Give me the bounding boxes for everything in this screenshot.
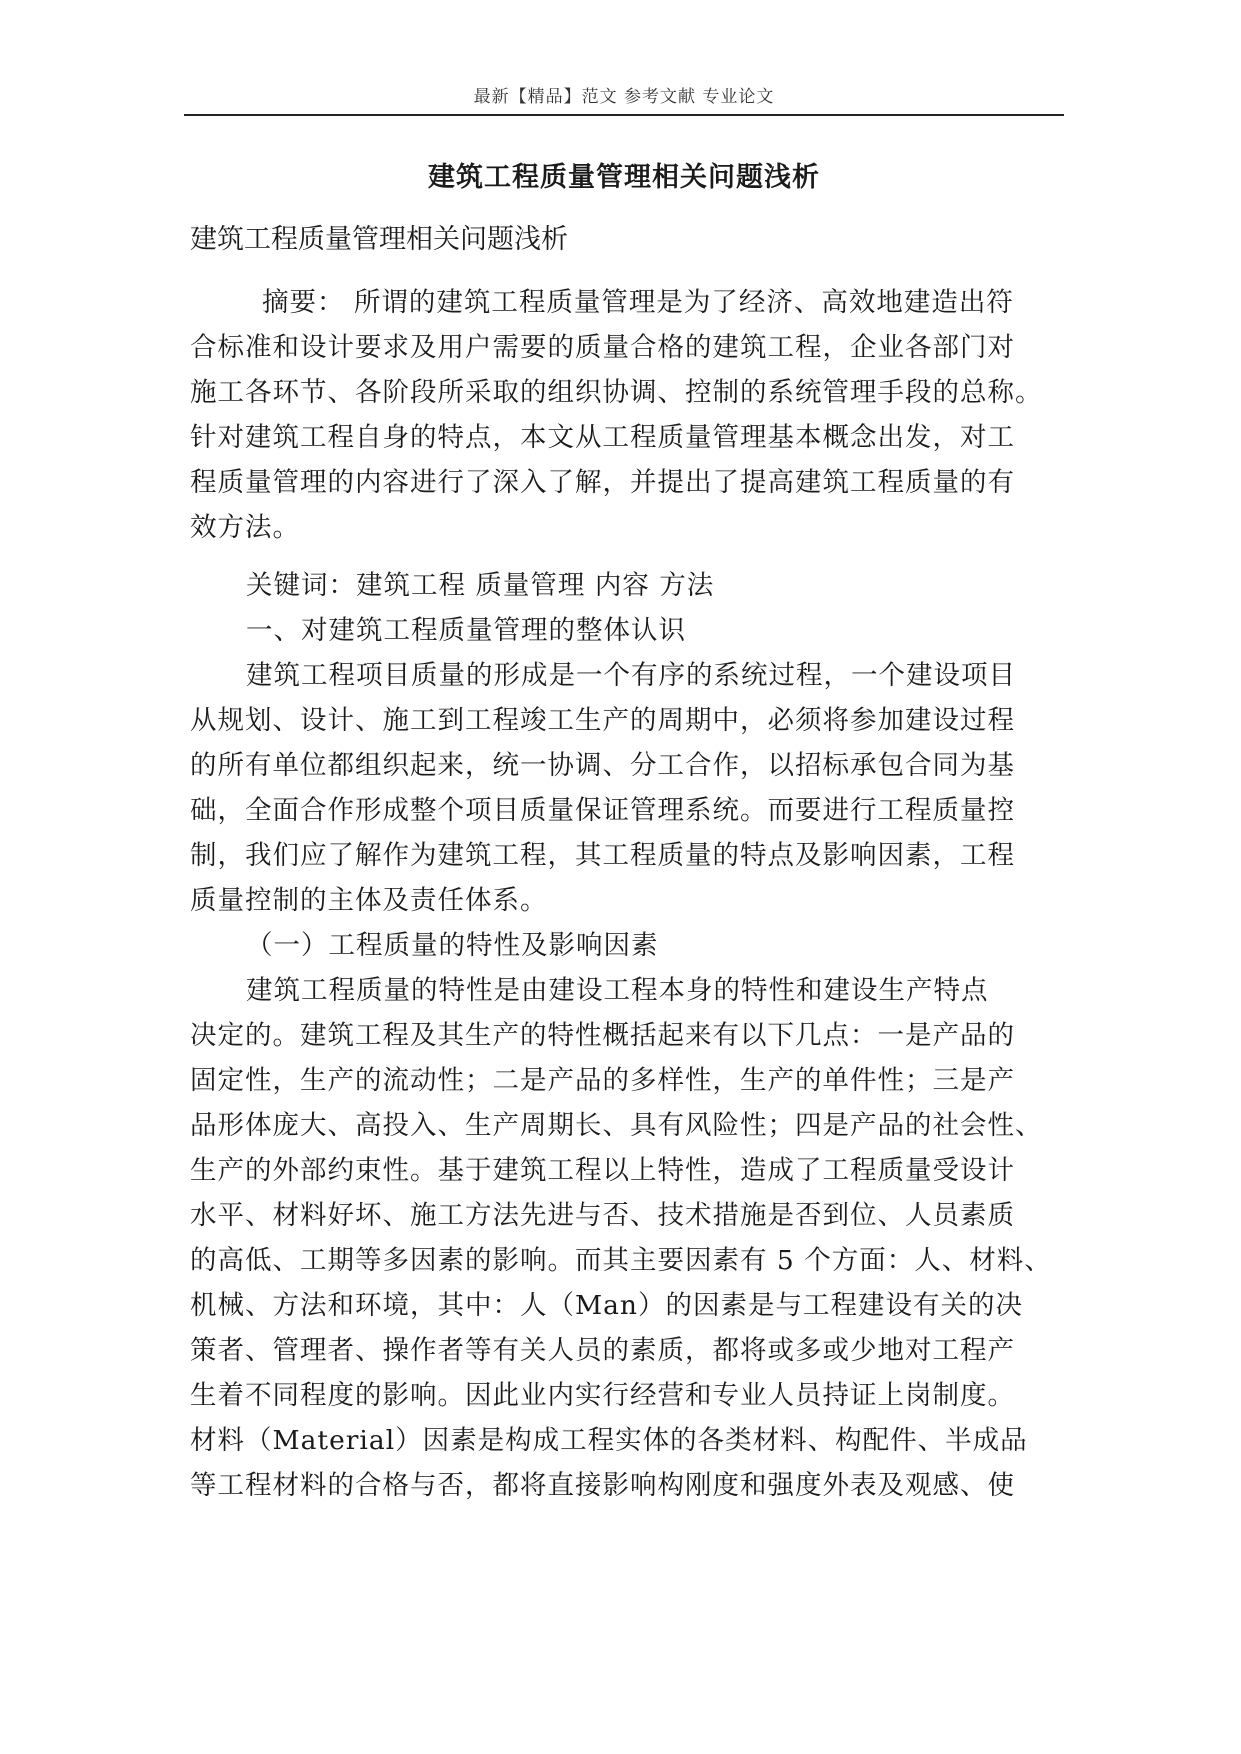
keywords	[190, 563, 1060, 608]
abstract-line: 程质量管理的内容进行了深入了解，并提出了提高建筑工程质量的有	[190, 467, 1015, 498]
paragraph-line: 从规划、设计、施工到工程竣工生产的周期中，必须将参加建设过程	[190, 705, 1015, 736]
paragraph-line: 决定的。建筑工程及其生产的特性概括起来有以下几点：一是产品的	[190, 1020, 1015, 1051]
paragraph-line: 固定性，生产的流动性；二是产品的多样性，生产的单件性；三是产	[190, 1065, 1015, 1096]
paragraph-line: 等工程材料的合格与否，都将直接影响构刚度和强度外表及观感、使	[190, 1470, 1015, 1501]
paragraph-line: 生产的外部约束性。基于建筑工程以上特性，造成了工程质量受设计	[190, 1155, 1015, 1186]
paragraph-line: 水平、材料好坏、施工方法先进与否、技术措施是否到位、人员素质	[190, 1200, 1015, 1231]
abstract-line: 针对建筑工程自身的特点，本文从工程质量管理基本概念出发，对工	[190, 422, 1015, 453]
paragraph-line: 建筑工程质量的特性是由建设工程本身的特性和建设生产特点	[246, 975, 989, 1006]
page-header: 最新【精品】范文 参考文献 专业论文	[473, 87, 775, 107]
abstract-line: 施工各环节、各阶段所采取的组织协调、控制的系统管理手段的总称。	[190, 377, 1043, 408]
document-title: 建筑工程质量管理相关问题浅析	[428, 162, 820, 193]
paragraph-line: 建筑工程项目质量的形成是一个有序的系统过程，一个建设项目	[246, 660, 1016, 691]
subsection-heading: （一）工程质量的特性及影响因素	[246, 930, 659, 961]
paragraph-line: 制，我们应了解作为建筑工程，其工程质量的特点及影响因素，工程	[190, 840, 1015, 871]
abstract-line: 效方法。	[190, 512, 300, 543]
abstract-line: 合标准和设计要求及用户需要的质量合格的建筑工程，企业各部门对	[190, 332, 1015, 363]
header-divider	[184, 114, 1064, 116]
document-subtitle: 建筑工程质量管理相关问题浅析	[190, 224, 568, 255]
paragraph-line: 机械、方法和环境，其中：人（Man）的因素是与工程建设有关的决	[190, 1290, 1023, 1321]
paragraph-line: 的高低、工期等多因素的影响。而其主要因素有 5 个方面：人、材料、	[190, 1245, 1052, 1276]
abstract-line: 摘要： 所谓的建筑工程质量管理是为了经济、高效地建造出符	[262, 287, 1014, 318]
paragraph-line: 的所有单位都组织起来，统一协调、分工合作，以招标承包合同为基	[190, 750, 1015, 781]
subsection-1	[190, 923, 1060, 1508]
section-1	[190, 608, 1060, 923]
section-heading: 一、对建筑工程质量管理的整体认识	[246, 615, 686, 646]
paragraph-line: 材料（Material）因素是构成工程实体的各类材料、构配件、半成品	[190, 1425, 1028, 1456]
paragraph-line: 生着不同程度的影响。因此业内实行经营和专业人员持证上岗制度。	[190, 1380, 1015, 1411]
keywords-line: 关键词：建筑工程 质量管理 内容 方法	[246, 570, 715, 601]
paragraph-line: 础，全面合作形成整个项目质量保证管理系统。而要进行工程质量控	[190, 795, 1015, 826]
paragraph-line: 策者、管理者、操作者等有关人员的素质，都将或多或少地对工程产	[190, 1335, 1015, 1366]
abstract-paragraph	[190, 280, 1060, 550]
paragraph-line: 质量控制的主体及责任体系。	[190, 885, 548, 916]
paragraph-line: 品形体庞大、高投入、生产周期长、具有风险性；四是产品的社会性、	[190, 1110, 1043, 1141]
